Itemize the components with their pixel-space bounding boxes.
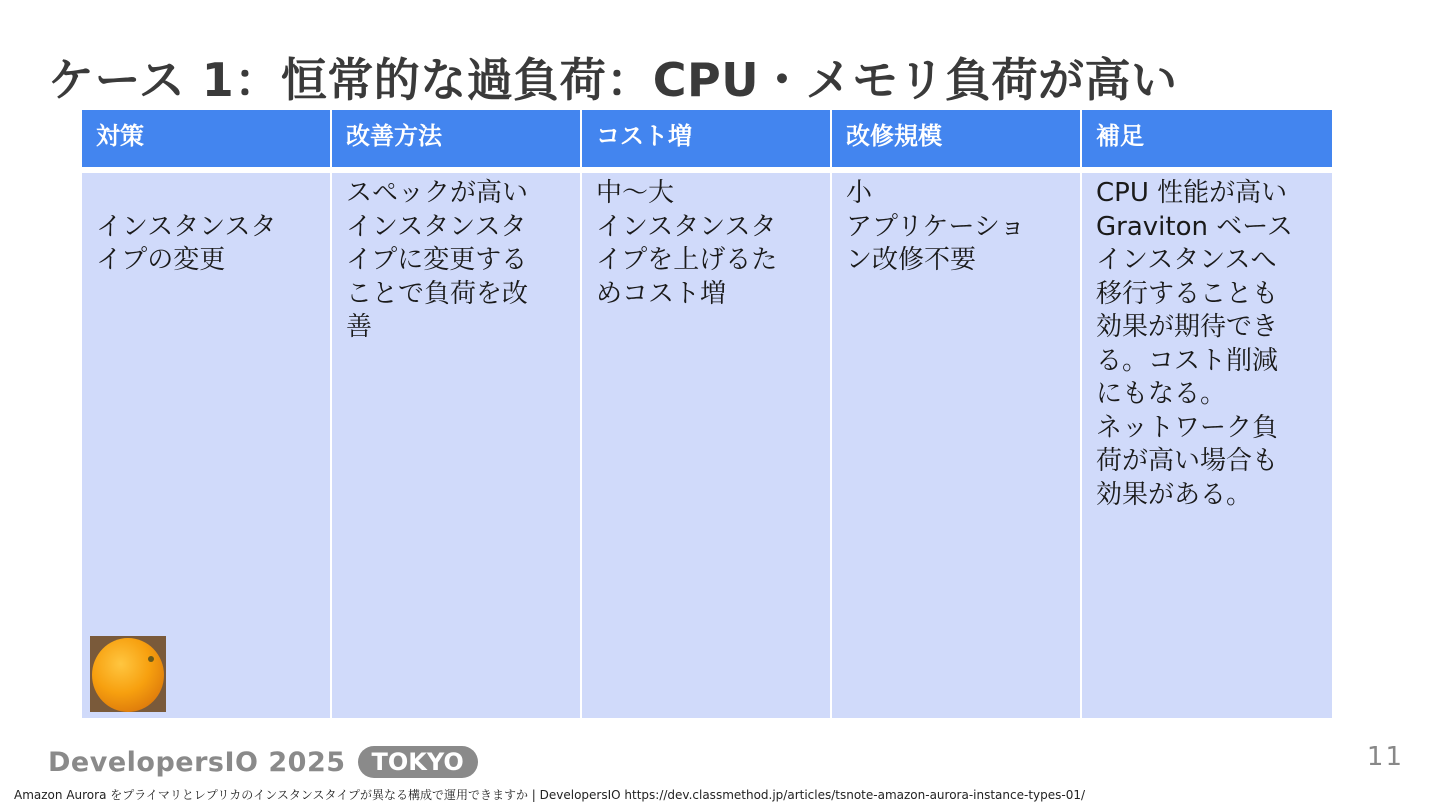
event-logo [48, 745, 478, 779]
cell-measure-text: インスタンスタ イプの変更 [96, 211, 277, 275]
logo-text: DevelopersIO 2025 [48, 746, 346, 778]
cell-cost: 中～大 インスタンスタ イプを上げるた めコスト増 [582, 173, 832, 718]
cell-scale: 小 アプリケーショ ン改修不要 [832, 173, 1082, 718]
logo-badge: TOKYO [358, 746, 478, 778]
comparison-table [82, 110, 1332, 718]
header-cell-cost: コスト増 [582, 110, 832, 167]
cell-measure [82, 173, 332, 718]
header-cell-scale: 改修規模 [832, 110, 1082, 167]
header-cell-notes: 補足 [1082, 110, 1332, 167]
reference-footer: Amazon Aurora をプライマリとレプリカのインスタンスタイプが異なる構成で運用できますか | DevelopersIO https://dev.classmethod.jp/articles/tsnote-amazon-aurora-instance-types-01/ [14, 788, 1086, 802]
cell-notes: CPU 性能が高い Graviton ベース インスタンスへ 移行することも 効果が期待でき る。コスト削減 にもなる。 ネットワーク負 荷が高い場合も 効果がある。 [1082, 173, 1332, 718]
header-cell-method: 改善方法 [332, 110, 582, 167]
cell-method: スペックが高い インスタンスタ イプに変更する ことで負荷を改 善 [332, 173, 582, 718]
page-number: 11 [1366, 742, 1404, 772]
orange-fruit-shape [92, 638, 164, 712]
orange-stem-shape [148, 656, 154, 662]
table-row [82, 173, 1332, 718]
slide-title: ケース 1：恒常的な過負荷：CPU・メモリ負荷が高い [48, 53, 1178, 107]
table-header-row [82, 110, 1332, 167]
orange-image [90, 636, 166, 712]
header-cell-measure: 対策 [82, 110, 332, 167]
